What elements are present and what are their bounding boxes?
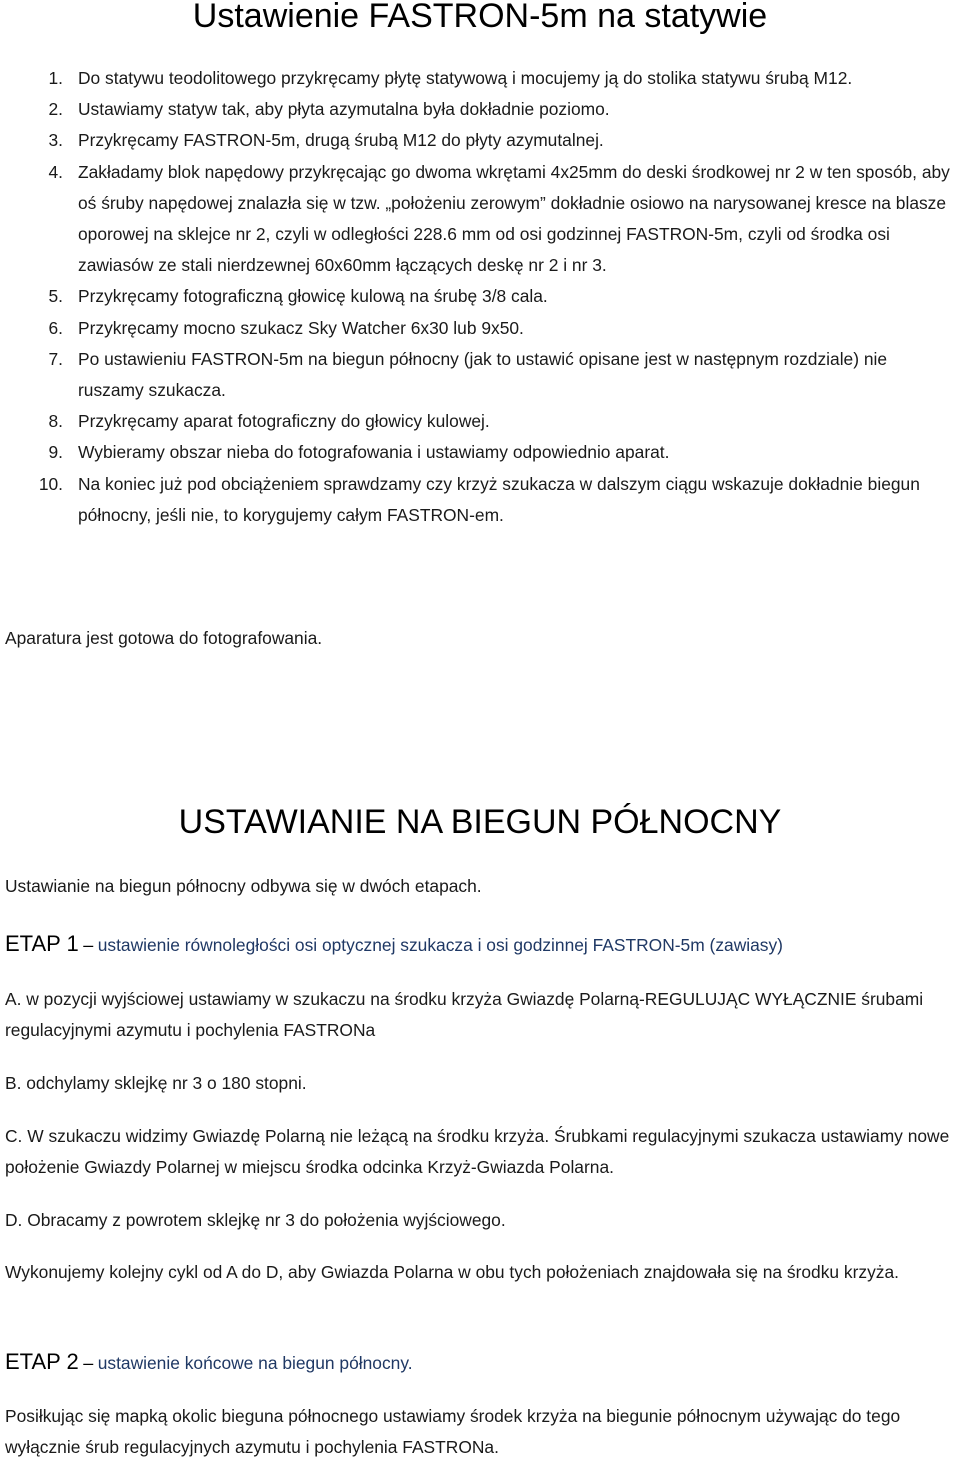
list-item-text: Do statywu teodolitowego przykręcamy płytę statywową i mocujemy ją do stolika statywu śrubą M12.	[78, 68, 853, 88]
etap2-label: ETAP 2	[5, 1349, 79, 1374]
list-item-number: 10.	[38, 473, 63, 494]
list-item-number: 2.	[48, 99, 63, 120]
list-item	[0, 281, 952, 312]
list-item-text: Przykręcamy mocno szukacz Sky Watcher 6x30 lub 9x50.	[78, 317, 524, 338]
list-item-text: Ustawiamy statyw tak, aby płyta azymutalna była dokładnie poziomo.	[78, 99, 610, 120]
etap1-dash: –	[83, 935, 94, 955]
list-item	[0, 157, 952, 282]
etap2-heading	[5, 1344, 955, 1383]
list-item-text: Przykręcamy FASTRON-5m, drugą śrubą M12 do płyty azymutalnej.	[78, 130, 604, 151]
list-item	[0, 63, 952, 94]
etap1-step-b: B. odchylamy sklejkę nr 3 o 180 stopni.	[5, 1073, 307, 1093]
setup-steps-list	[0, 63, 952, 531]
etap1-label: ETAP 1	[5, 931, 79, 956]
ready-paragraph: Aparatura jest gotowa do fotografowania.	[5, 628, 323, 648]
list-item	[0, 125, 952, 156]
list-item	[0, 437, 952, 468]
etap1-description: ustawienie równoległości osi optycznej szukacza i osi godzinnej FASTRON-5m (zawiasy)	[97, 935, 783, 955]
list-item-number: 4.	[48, 161, 63, 182]
list-item	[0, 469, 952, 531]
etap2-dash: –	[83, 1353, 94, 1373]
etap2-description: ustawienie końcowe na biegun północny.	[97, 1353, 413, 1373]
list-item-number: 8.	[48, 411, 63, 432]
list-item	[0, 406, 952, 437]
list-item-number: 7.	[48, 348, 63, 369]
section-intro: Ustawianie na biegun północny odbywa się w dwóch etapach.	[5, 876, 482, 896]
list-item-text: Po ustawieniu FASTRON-5m na biegun północny (jak to ustawić opisane jest w następnym rozdziale) nie ruszamy szukacza.	[78, 348, 888, 401]
list-item-number: 5.	[48, 286, 63, 307]
etap1-cycle-paragraph: Wykonujemy kolejny cykl od A do D, aby Gwiazda Polarna w obu tych położeniach znajdowała się na środku krzyża.	[5, 1262, 899, 1282]
etap1-step-a: A. w pozycji wyjściowej ustawiamy w szukaczu na środku krzyża Gwiazdę Polarną-REGULUJĄC WYŁĄCZNIE śrubami regulacyjnymi azymutu i pochylenia FASTRONa	[5, 989, 924, 1041]
list-item-text: Na koniec już pod obciążeniem sprawdzamy czy krzyż szukacza w dalszym ciągu wskazuje dokładnie biegun północny, jeśli nie, to korygujemy całym FASTRON-em.	[78, 473, 920, 525]
etap1-step-d: D. Obracamy z powrotem sklejkę nr 3 do położenia wyjściowego.	[5, 1210, 506, 1230]
list-item-number: 9.	[48, 442, 63, 463]
list-item	[0, 344, 952, 406]
list-item-number: 1.	[48, 68, 63, 88]
etap2-paragraph: Posiłkując się mapką okolic bieguna północnego ustawiamy środek krzyża na biegunie północnym używając do tego wyłącznie śrub regulacyjnych azymutu i pochylenia FASTRONa.	[5, 1406, 901, 1458]
list-item-number: 3.	[48, 130, 63, 151]
list-item	[0, 94, 952, 125]
list-item-text: Wybieramy obszar nieba do fotografowania i ustawiamy odpowiednio aparat.	[78, 442, 670, 463]
list-item-text: Zakładamy blok napędowy przykręcając go dwoma wkrętami 4x25mm do deski środkowej nr 2 w ten sposób, aby oś śruby napędowej znalazła się w tzw. „położeniu zerowym” dokładnie osiowo na narysowanej kresce na blasze oporowej na sklejce nr 2, czyli w odległości 228.6 mm od osi godzinnej FASTRON-5m, czyli od środka osi zawiasów ze stali nierdzewnej 60x60mm łączących deskę nr 2 i nr 3.	[78, 161, 950, 276]
list-item	[0, 313, 952, 344]
list-item-text: Przykręcamy aparat fotograficzny do głowicy kulowej.	[78, 411, 490, 432]
etap1-step-c: C. W szukaczu widzimy Gwiazdę Polarną nie leżącą na środku krzyża. Śrubkami regulacyjnymi szukacza ustawiamy nowe położenie Gwiazdy Polarnej w miejscu środka odcinka Krzyż-Gwiazda Polarna.	[5, 1126, 950, 1178]
page-title: Ustawienie FASTRON-5m na statywie	[192, 0, 768, 35]
section-title: USTAWIANIE NA BIEGUN PÓŁNOCNY	[178, 803, 782, 841]
etap1-heading	[5, 926, 955, 965]
list-item-text: Przykręcamy fotograficzną głowicę kulową na śrubę 3/8 cala.	[78, 286, 548, 307]
list-item-number: 6.	[48, 317, 63, 338]
